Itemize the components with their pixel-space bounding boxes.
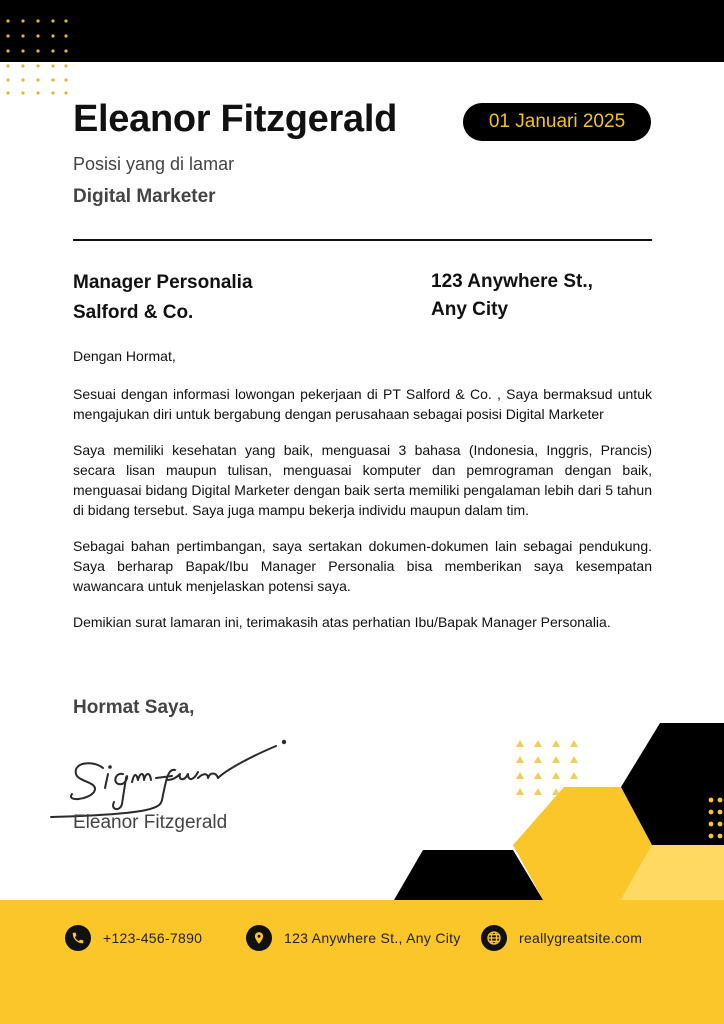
paragraph-2: Saya memiliki kesehatan yang baik, menguasai 3 bahasa (Indonesia, Inggris, Prancis) secara lisan maupun tulisan, menguasai komputer dan pemrograman dengan baik, menguasai bidang Digital Marketer dengan baik serta memiliki pengalaman lebih dari 5 tahun di bidang tersebut. Saya juga mampu bekerja individu maupun dalam tim. xyxy=(73,442,652,518)
position-value: Digital Marketer xyxy=(73,186,216,207)
date-text: 01 Januari 2025 xyxy=(488,111,626,132)
contact-phone xyxy=(65,924,202,952)
position-label: Posisi yang di lamar xyxy=(73,154,235,174)
phone-text: +123-456-7890 xyxy=(103,930,203,946)
phone-icon xyxy=(65,925,91,951)
contact-website xyxy=(481,924,642,952)
paragraph-4: Demikian surat lamaran ini, terimakasih atas perhatian Ibu/Bapak Manager Personalia. xyxy=(73,614,611,630)
website-text[interactable]: reallygreatsite.com xyxy=(519,930,643,946)
signer-name: Eleanor Fitzgerald xyxy=(73,812,228,833)
footer-band xyxy=(0,900,724,1024)
address-line-2: Any City xyxy=(431,299,509,320)
closing: Hormat Saya, xyxy=(73,697,195,718)
contact-address xyxy=(246,924,461,952)
recipient-company: Salford & Co. xyxy=(73,302,194,323)
paragraph-1: Sesuai dengan informasi lowongan pekerjaan di PT Salford & Co. , Saya bermaksud untuk mengajukan diri untuk bergabung dengan perusahaan sebagai posisi Digital Marketer xyxy=(73,386,652,422)
location-pin-icon xyxy=(246,925,272,951)
applicant-name: Eleanor Fitzgerald xyxy=(73,98,398,140)
greeting: Dengan Hormat, xyxy=(73,348,176,364)
address-text: 123 Anywhere St., Any City xyxy=(284,930,461,946)
address-line-1: 123 Anywhere St., xyxy=(431,271,593,292)
paragraph-3: Sebagai bahan pertimbangan, saya sertakan dokumen-dokumen lain sebagai pendukung. Saya berharap Bapak/Ibu Manager Personalia bisa memberikan saya kesempatan wawancara untuk menjelaskan potensi saya. xyxy=(73,538,652,594)
recipient-title: Manager Personalia xyxy=(73,272,253,293)
globe-icon xyxy=(481,925,507,951)
